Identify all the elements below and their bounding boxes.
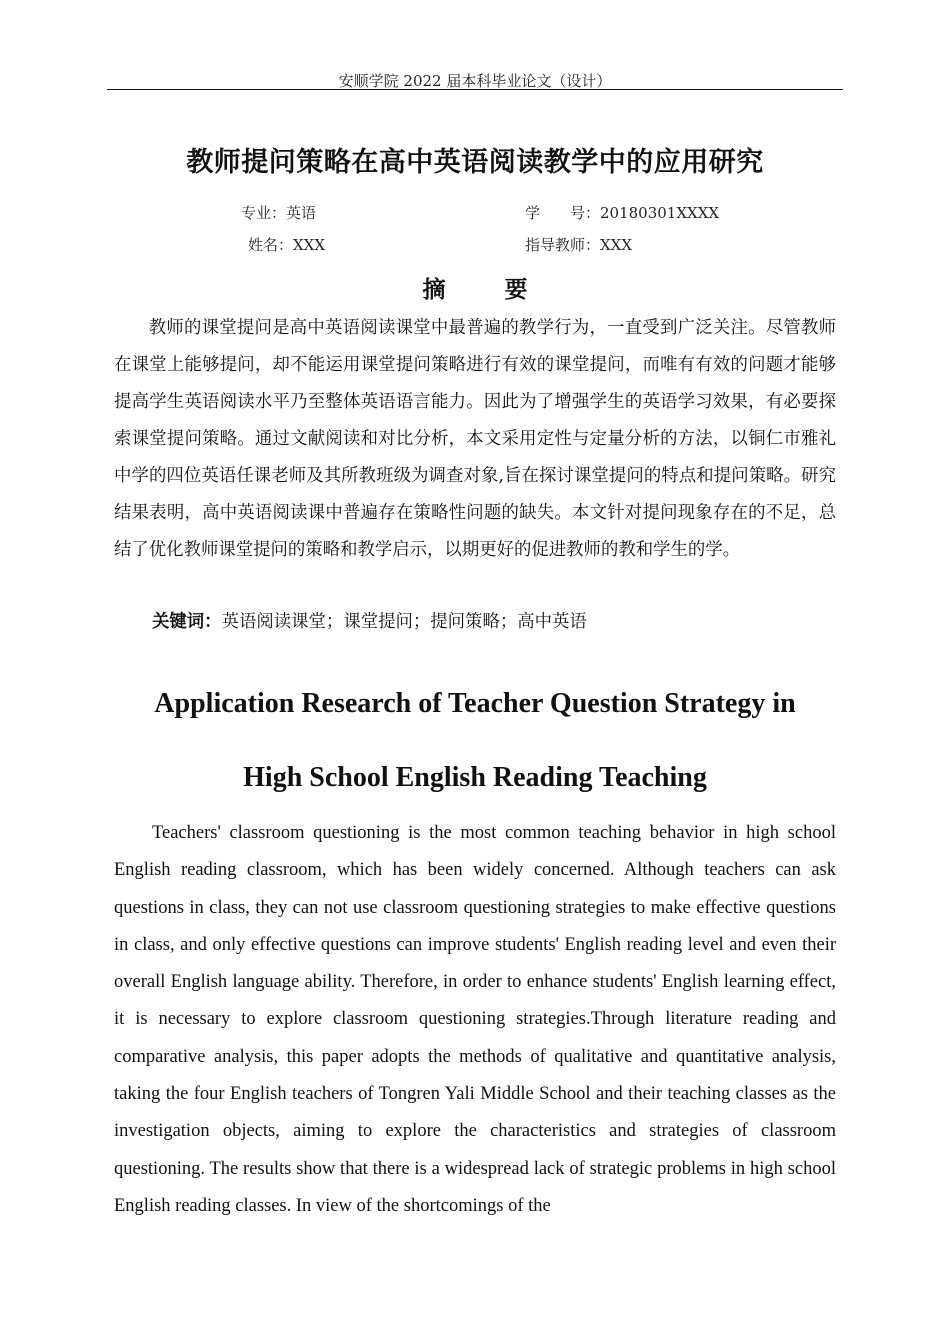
keywords-line bbox=[152, 604, 587, 641]
name-field: 姓名：XXX bbox=[248, 236, 326, 254]
chinese-title: 教师提问策略在高中英语阅读教学中的应用研究 bbox=[186, 147, 764, 178]
page-header: 安顺学院 2022 届本科毕业论文（设计） bbox=[338, 72, 612, 90]
major-field: 专业：英语 bbox=[241, 204, 317, 222]
advisor-field: 指导教师：XXX bbox=[525, 236, 633, 254]
english-abstract-body: Teachers' classroom questioning is the most common teaching behavior in high school English reading classroom, which has been widely concerned. Although teachers can ask questions in class, they can not use classroom questioning strategies to make effective questions in class, and only effective questions can improve students' English reading level and even their overall English language ability. Therefore, in order to enhance students' English learning effect, it is necessary to explore classroom questioning strategies.Through literature reading and comparative analysis, this paper adopts the methods of qualitative and quantitative analysis, taking the four English teachers of Tongren Yali Middle School and their teaching classes as the investigation objects, aiming to explore the characteristics and strategies of classroom questioning. The results show that there is a widespread lack of strategic problems in high school English reading classes. In view of the shortcomings of the bbox=[114, 823, 836, 1216]
header-divider bbox=[107, 89, 843, 90]
student-id-text: 学 号：20180301XXXX bbox=[525, 204, 720, 222]
english-title-line-2: High School English Reading Teaching bbox=[243, 762, 707, 793]
keywords-label: 关键词： bbox=[152, 612, 222, 632]
chinese-abstract-body: 教师的课堂提问是高中英语阅读课堂中最普遍的教学行为，一直受到广泛关注。尽管教师在课堂上能够提问，却不能运用课堂提问策略进行有效的课堂提问，而唯有有效的问题才能够提高学生英语阅读水平乃至整体英语语言能力。因此为了增强学生的英语学习效果，有必要探索课堂提问策略。通过文献阅读和对比分析，本文采用定性与定量分析的方法，以铜仁市雅礼中学的四位英语任课老师及其所教班级为调查对象,旨在探讨课堂提问的特点和提问策略。研究结果表明，高中英语阅读课中普遍存在策略性问题的缺失。本文针对提问现象存在的不足，总结了优化教师课堂提问的策略和教学启示，以期更好的促进教师的教和学生的学。 bbox=[114, 318, 836, 560]
english-title-line-1: Application Research of Teacher Question Strategy in bbox=[154, 688, 796, 719]
keywords-text: 英语阅读课堂；课堂提问；提问策略；高中英语 bbox=[221, 612, 587, 632]
student-id-field bbox=[525, 202, 719, 223]
abstract-heading: 摘 要 bbox=[422, 276, 546, 303]
